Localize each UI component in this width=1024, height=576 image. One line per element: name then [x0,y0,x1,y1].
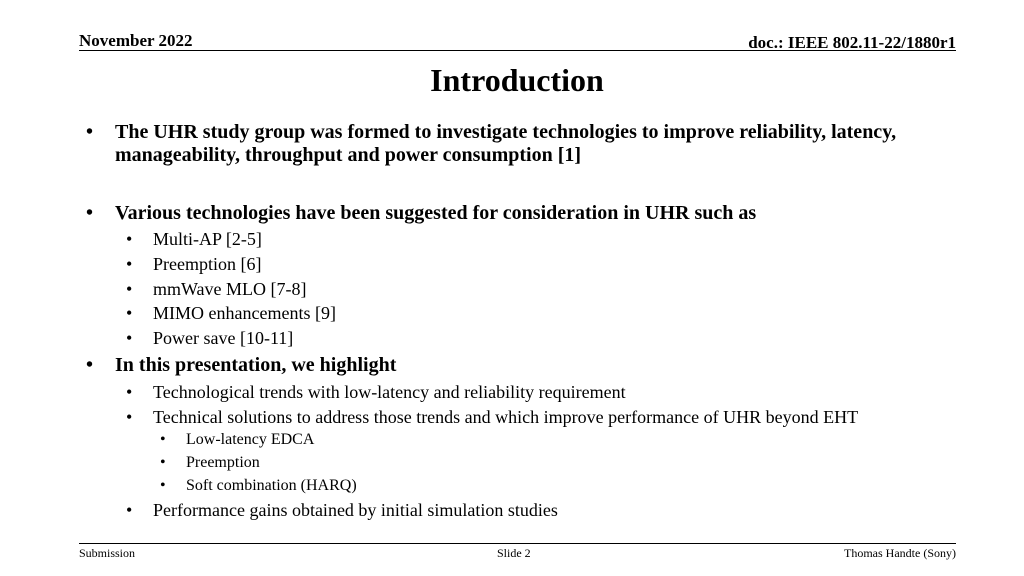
header-date: November 2022 [79,31,193,50]
bullet-dot: • [160,477,166,494]
bullet-dot: • [126,279,133,299]
slide-title: Introduction [430,62,604,98]
sub-bullet-text: Technical solutions to address those trends and which improve performance of UHR beyond EHT [153,407,859,427]
sub-bullet-text: Technological trends with low-latency and reliability requirement [153,382,626,402]
bullet-dot: • [126,254,133,274]
footer-submission: Submission [79,546,136,560]
bullet-text: In this presentation, we highlight [115,354,397,376]
bullet-dot: • [126,407,133,427]
footer-divider [79,543,956,544]
bullet-dot: • [126,303,133,323]
sub-sub-bullet-text: Preemption [186,454,260,471]
bullet-dot: • [126,500,133,520]
sub-bullet-text: Multi-AP [2-5] [153,229,262,249]
bullet-dot: • [160,454,166,471]
sub-bullet-text: MIMO enhancements [9] [153,303,336,323]
bullet-dot: • [86,121,94,143]
sub-bullet-text: Performance gains obtained by initial simulation studies [153,500,558,520]
bullet-dot: • [126,229,133,249]
sub-bullet-text: Power save [10-11] [153,328,294,348]
sub-sub-bullet-text: Low-latency EDCA [186,431,315,448]
bullet-dot: • [126,382,133,402]
footer-slide-number: Slide 2 [497,546,531,560]
sub-bullet-text: mmWave MLO [7-8] [153,279,307,299]
bullet-dot: • [86,354,94,376]
sub-bullet-text: Preemption [6] [153,254,262,274]
bullet-text: Various technologies have been suggested for consideration in UHR such as [115,202,757,224]
footer-author: Thomas Handte (Sony) [844,546,956,560]
bullet-text: The UHR study group was formed to investigate technologies to improve reliability, latency, manageability, throughput and power consumption [1] [115,121,897,166]
bullet-dot: • [126,328,133,348]
header-doc-id: doc.: IEEE 802.11-22/1880r1 [748,33,956,52]
header-divider [79,50,956,51]
bullet-dot: • [160,431,166,448]
sub-sub-bullet-text: Soft combination (HARQ) [186,477,357,494]
bullet-dot: • [86,202,94,224]
